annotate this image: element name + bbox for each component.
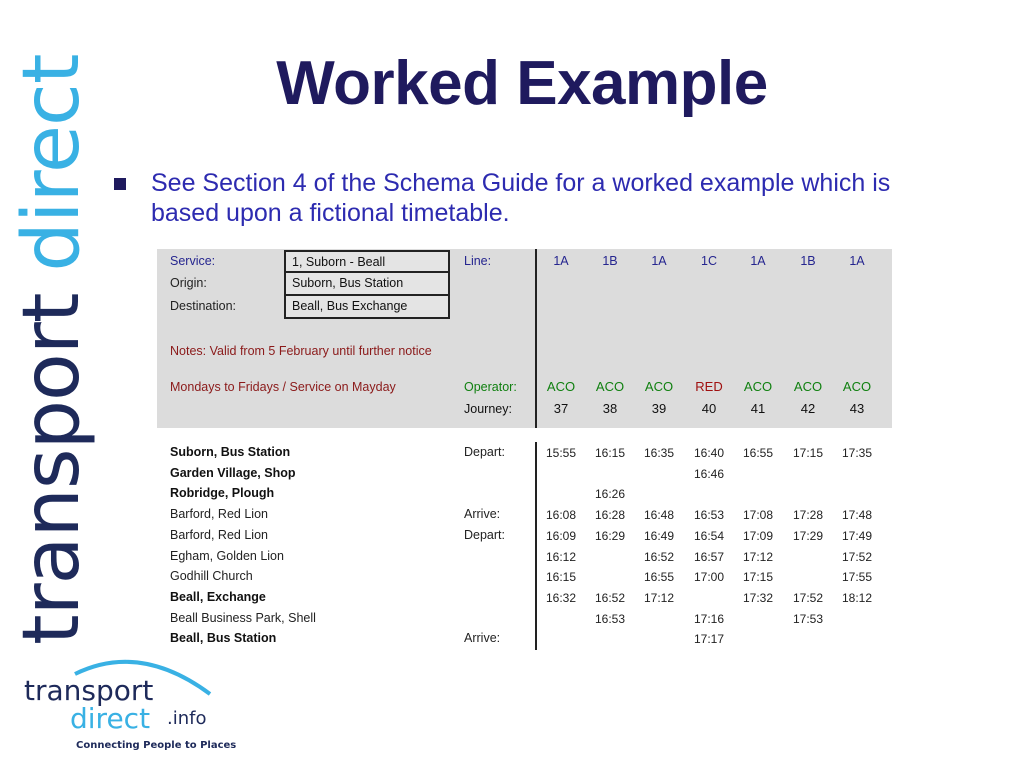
line-header-cell: 1A <box>750 254 766 268</box>
time-cell: 16:46 <box>693 466 725 481</box>
journey-cell: 41 <box>750 401 766 416</box>
timetable <box>157 249 893 654</box>
journey-label: Journey: <box>464 402 512 416</box>
time-cell: 16:40 <box>693 446 725 460</box>
stop-event-label: Depart: <box>464 445 505 459</box>
svg-text:transportdirect <box>7 55 97 645</box>
operator-cell: ACO <box>595 379 625 394</box>
stop-name: Beall Business Park, Shell <box>170 610 316 625</box>
header-divider-line <box>535 249 537 428</box>
time-cell: 17:49 <box>841 528 873 543</box>
line-header-cell: 1C <box>701 254 717 268</box>
logo-suffix-info: .info <box>167 708 207 729</box>
origin-value-box <box>284 273 450 296</box>
time-cell: 16:12 <box>545 549 577 564</box>
operator-cell: ACO <box>743 379 773 394</box>
destination-label: Destination: <box>170 299 237 313</box>
time-cell: 16:32 <box>545 590 577 605</box>
destination-value-box <box>284 296 450 319</box>
time-cell: 16:55 <box>742 446 774 460</box>
line-header-cell: 1B <box>800 254 816 268</box>
destination-value: Beall, Bus Exchange <box>292 299 408 313</box>
time-cell: 16:55 <box>643 570 675 585</box>
service-value-box <box>284 250 450 273</box>
journey-cell: 42 <box>800 401 816 416</box>
stop-name: Barford, Red Lion <box>170 527 268 542</box>
time-cell: 17:16 <box>693 611 725 626</box>
stop-name: Egham, Golden Lion <box>170 548 284 563</box>
time-cell: 16:57 <box>693 549 725 564</box>
stop-name: Beall, Bus Station <box>170 631 277 646</box>
time-cell: 16:52 <box>643 549 675 564</box>
operator-cell: ACO <box>644 379 674 394</box>
logo-tagline: Connecting People to Places <box>76 740 237 751</box>
time-cell: 16:53 <box>693 508 725 523</box>
stop-name: Robridge, Plough <box>170 486 275 501</box>
journey-cell: 37 <box>553 401 569 416</box>
line-header-cell: 1A <box>651 254 667 268</box>
time-cell: 16:15 <box>545 570 577 585</box>
timetable-header-panel <box>157 249 892 428</box>
operator-cell: ACO <box>842 379 872 394</box>
side-brand-logo <box>0 54 110 650</box>
journey-cell: 43 <box>849 401 865 416</box>
time-cell: 16:15 <box>594 446 626 460</box>
time-cell: 16:29 <box>594 528 626 543</box>
journey-cell: 39 <box>651 401 667 416</box>
service-value: 1, Suborn - Beall <box>292 255 386 269</box>
time-cell: 16:52 <box>594 590 626 605</box>
bullet-text: See Section 4 of the Schema Guide for a worked example which is based upon a fictional timetable. <box>151 169 891 227</box>
operator-label: Operator: <box>464 380 517 394</box>
operator-cell: ACO <box>546 379 576 394</box>
time-cell: 17:28 <box>792 508 824 523</box>
bullet-point <box>114 168 894 228</box>
time-cell: 17:15 <box>792 446 824 460</box>
side-brand-word-transport: transport <box>7 293 97 645</box>
stop-name: Garden Village, Shop <box>170 465 296 480</box>
line-label: Line: <box>464 254 492 268</box>
service-label: Service: <box>170 254 216 268</box>
time-cell: 17:29 <box>792 528 824 543</box>
time-cell: 16:09 <box>545 528 577 543</box>
time-cell: 16:54 <box>693 528 725 543</box>
time-cell: 17:52 <box>792 590 824 605</box>
time-cell: 17:12 <box>643 590 675 605</box>
notes-text: Notes: Valid from 5 February until further notice <box>170 344 432 358</box>
transport-direct-logo <box>20 656 237 756</box>
logo-word-transport: transport <box>24 674 154 707</box>
time-cell: 17:55 <box>841 570 873 585</box>
operator-cell: ACO <box>793 379 823 394</box>
time-cell: 16:35 <box>643 446 675 460</box>
time-cell: 16:26 <box>594 487 626 502</box>
side-brand-word-direct: direct <box>7 54 97 272</box>
time-cell: 17:52 <box>841 549 873 564</box>
origin-value: Suborn, Bus Station <box>292 276 404 290</box>
time-cell: 16:08 <box>545 508 577 523</box>
line-header-cell: 1A <box>849 254 865 268</box>
stop-event-label: Arrive: <box>464 507 501 522</box>
time-cell: 17:00 <box>693 570 725 585</box>
square-bullet-icon <box>114 178 126 190</box>
time-cell: 17:17 <box>693 632 725 647</box>
logo-word-direct: direct <box>70 702 151 735</box>
journey-cell: 40 <box>701 401 717 416</box>
time-cell: 16:48 <box>643 508 675 523</box>
time-cell: 15:55 <box>545 446 577 460</box>
stop-name: Barford, Red Lion <box>170 507 268 522</box>
line-header-cell: 1B <box>602 254 618 268</box>
time-cell: 17:09 <box>742 528 774 543</box>
time-cell: 18:12 <box>841 590 873 605</box>
stop-name: Beall, Exchange <box>170 589 266 604</box>
time-cell: 17:15 <box>742 570 774 585</box>
time-cell: 17:48 <box>841 508 873 523</box>
stop-name: Suborn, Bus Station <box>170 445 291 459</box>
origin-label: Origin: <box>170 276 207 290</box>
line-header-cell: 1A <box>553 254 569 268</box>
operator-cell: RED <box>695 379 723 394</box>
time-cell: 17:08 <box>742 508 774 523</box>
stop-event-label: Arrive: <box>464 631 501 646</box>
time-cell: 16:28 <box>594 508 626 523</box>
time-cell: 16:49 <box>643 528 675 543</box>
time-cell: 17:12 <box>742 549 774 564</box>
time-cell: 17:32 <box>742 590 774 605</box>
body-divider-line <box>535 442 537 650</box>
time-cell: 17:53 <box>792 611 824 626</box>
stop-name: Godhill Church <box>170 569 253 584</box>
days-text: Mondays to Fridays / Service on Mayday <box>170 380 396 394</box>
time-cell: 17:35 <box>841 446 873 460</box>
time-cell: 16:53 <box>594 611 626 626</box>
journey-cell: 38 <box>602 401 618 416</box>
stop-event-label: Depart: <box>464 527 505 542</box>
slide-title: Worked Example <box>276 49 768 118</box>
